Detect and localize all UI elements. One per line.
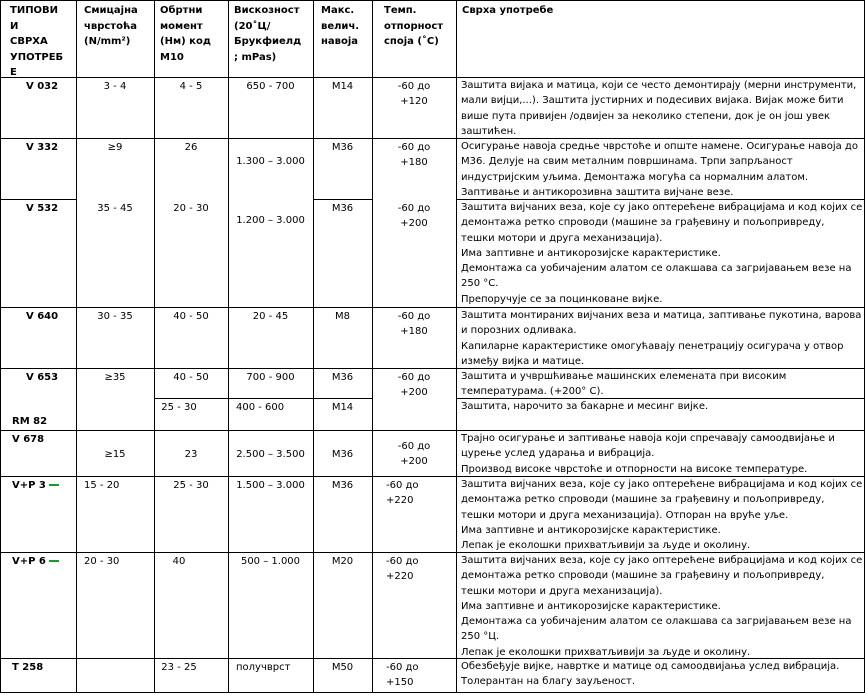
row-purpose: Заштита вијчаних веза, које су јако оптерећене вибрацијама и код којих се демонтажа ретко спроводи (машине за грађевину и пољопривреду, тешки мотори и друга механизација). Има заптивне и антикорозијске карактеристике. Демонтажа са уобичајеним алатом се олакшава са загријавањем везе на 250 °Ц. Лепак је еколошки прихватљивији за људе и околину. xyxy=(461,555,863,658)
row-torque: 40 xyxy=(172,556,186,567)
row-temp: -60 до +180 xyxy=(397,142,431,169)
eco-leaf-icon xyxy=(49,484,59,486)
row-torque: 25 - 30 xyxy=(161,402,197,413)
row-type: V 653 xyxy=(26,372,59,383)
row-shear: 3 - 4 xyxy=(103,81,127,92)
row-shear: ≥15 xyxy=(104,449,126,460)
row-type-label: V+P 3 xyxy=(12,480,46,491)
row-max-size: M50 xyxy=(331,662,354,673)
row-temp: -60 до +220 xyxy=(386,556,419,583)
eco-leaf-icon xyxy=(49,560,59,562)
row-max-size: M36 xyxy=(331,449,354,460)
row-shear: 35 - 45 xyxy=(97,203,133,214)
row-viscosity: 1.500 – 3.000 xyxy=(236,480,305,491)
header-max-size: Макс. велич. навоја xyxy=(321,5,360,48)
row-purpose: Осигурање навоја средње чврстоће и опште намене. Осигурање навоја до M36. Делује на свим металним површинама. Трпи запрљаност индустријским уљима. Демонтажа могућа са нормалним алатом. Заптивање и антикорозивна заштита вијчане везе. xyxy=(461,141,858,198)
row-torque: 23 - 25 xyxy=(161,662,197,673)
row-viscosity: 500 – 1.000 xyxy=(240,556,301,567)
row-temp: -60 до +200 xyxy=(397,203,431,230)
header-torque: Обртни момент (Нм) код M10 xyxy=(160,5,211,63)
row-torque: 40 - 50 xyxy=(173,311,209,322)
row-shear: 20 - 30 xyxy=(84,556,120,567)
row-viscosity: получврст xyxy=(236,662,291,673)
row-purpose: Заштита, нарочито за бакарне и месинг вијке. xyxy=(461,401,709,412)
row-temp: -60 до +200 xyxy=(397,441,431,468)
header-type-purpose: ТИПОВИ И СВРХА УПОТРЕБ Е xyxy=(10,5,64,79)
row-torque: 23 xyxy=(184,449,198,460)
header-purpose: Сврха употребе xyxy=(462,5,554,16)
row-shear: 30 - 35 xyxy=(97,311,133,322)
row-torque: 40 - 50 xyxy=(173,372,209,383)
row-purpose: Заштита вијака и матица, који се често демонтирају (мерни инструменти, мали вијци,...). Заштита јустирних и подесивих вијака. Вијак може бити више пута привијен /одвијен за неколико степени, док је он још увек заштићен. xyxy=(461,80,857,137)
header-viscosity: Вискозност (20˚Ц/ Брукфиелд ; mPas) xyxy=(234,5,302,63)
row-temp: -60 до +180 xyxy=(397,311,431,338)
row-viscosity: 20 - 45 xyxy=(252,311,289,322)
row-type: RM 82 xyxy=(12,416,48,427)
row-purpose: Заштита вијчаних веза, које су јако оптерећене вибрацијама и код којих се демонтажа ретко спроводи (машине за грађевину и пољопривреду, тешки мотори и друга механизација). Има заптивне и антикорозијске карактеристике. Демонтажа са уобичајеним алатом се олакшава са загријавањем везе на 250 °C. Препоручује се за поцинковане вијке. xyxy=(461,202,863,305)
row-max-size: M36 xyxy=(331,142,354,153)
row-torque: 20 - 30 xyxy=(173,203,209,214)
row-max-size: M36 xyxy=(331,203,354,214)
row-purpose: Обезбеђује вијке, навртке и матице од самоодвијања услед вибрација. Толерантан на благу зауљеност. xyxy=(461,661,840,688)
row-type-label: V+P 6 xyxy=(12,556,46,567)
row-temp: -60 до +150 xyxy=(386,662,419,689)
row-viscosity: 700 - 900 xyxy=(246,372,295,383)
row-type: V 640 xyxy=(26,311,59,322)
row-type: V 678 xyxy=(12,434,45,445)
header-temp: Темп. отпорност споја (˚C) xyxy=(384,5,444,48)
row-shear: 15 - 20 xyxy=(84,480,120,491)
row-type: V 332 xyxy=(26,142,59,153)
row-type: V 532 xyxy=(26,203,59,214)
row-viscosity: 400 - 600 xyxy=(236,402,285,413)
row-temp: -60 до +120 xyxy=(397,81,431,108)
row-purpose: Заштита и учвршћивање машинских елемената при високим температурама. (+200° C). xyxy=(461,371,787,398)
row-max-size: M36 xyxy=(331,372,354,383)
row-type: T 258 xyxy=(12,662,44,673)
row-torque: 4 - 5 xyxy=(179,81,203,92)
row-torque: 25 - 30 xyxy=(173,480,209,491)
row-torque: 26 xyxy=(184,142,198,153)
row-purpose: Заштита вијчаних веза, које су јако оптерећене вибрацијама и код којих се демонтажа ретко спроводи (машине за грађевину и пољопривреду, тешки мотори и друга механизација). Отпоран на вруће уље. Има заптивне и антикорозијске карактеристике. Лепак је еколошки прихватљивији за људе и околину. xyxy=(461,479,863,552)
row-max-size: M8 xyxy=(335,311,350,322)
row-viscosity: 650 - 700 xyxy=(246,81,295,92)
row-type xyxy=(12,478,59,493)
row-max-size: M14 xyxy=(331,402,354,413)
row-type: V 032 xyxy=(26,81,59,92)
row-viscosity: 1.200 – 3.000 xyxy=(236,215,305,226)
row-viscosity: 1.300 – 3.000 xyxy=(236,156,305,167)
row-max-size: M20 xyxy=(331,556,354,567)
row-purpose: Трајно осигурање и заптивање навоја који спречавају самоодвијање и цурење услед ударања и вибрација. Производ високе чврстоће и отпорности на високе температуре. xyxy=(461,433,835,475)
row-shear: ≥35 xyxy=(104,372,126,383)
row-type xyxy=(12,554,59,569)
row-purpose: Заштита монтираних вијчаних веза и матица, заптивање пукотина, варова и порозних одливака. Капиларне карактеристике омогућавају пенетрацију осигурача у отвор између вијка и матице. xyxy=(461,310,862,367)
header-shear: Смицајна чврстоћа (N/mm²) xyxy=(84,5,138,48)
row-viscosity: 2.500 – 3.500 xyxy=(236,449,305,460)
row-temp: -60 до +200 xyxy=(397,372,431,399)
row-max-size: M36 xyxy=(331,480,354,491)
row-temp: -60 до +220 xyxy=(386,480,419,507)
row-shear: ≥9 xyxy=(107,142,123,153)
row-max-size: M14 xyxy=(331,81,354,92)
